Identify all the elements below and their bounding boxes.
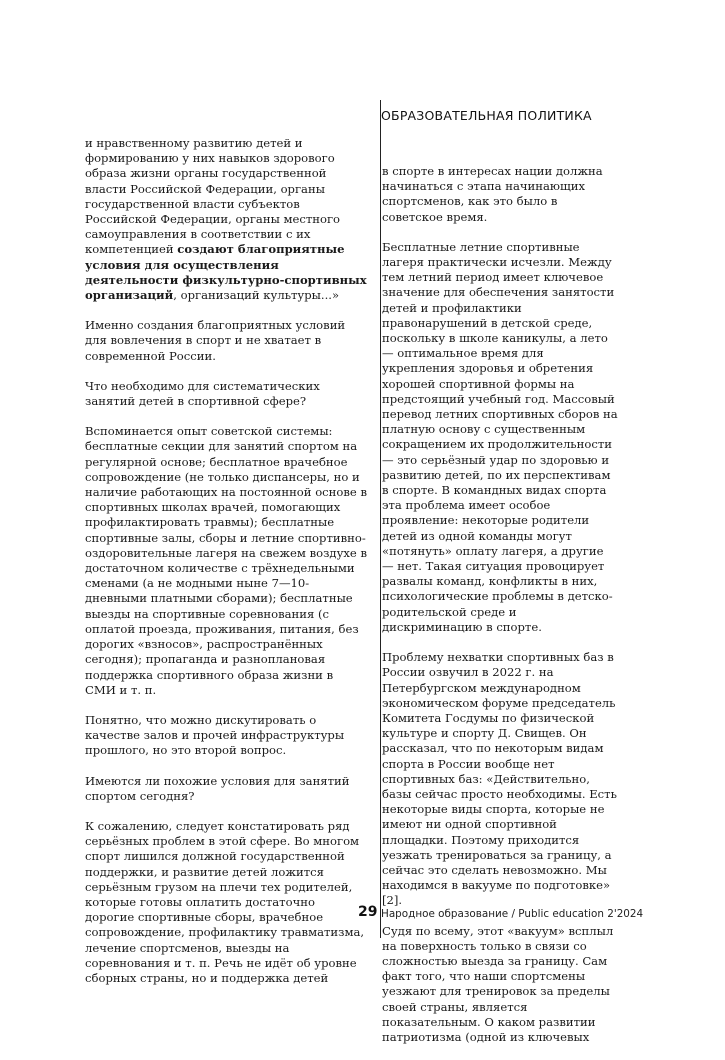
paragraph: Вспоминается опыт советской системы: бесплатные секции для занятий спортом на регулярной основе; бесплатное врачебное сопровождение (не только диспансеры, но и наличие работающих на постоянной основе в спортивных школах врачей, помогающих профилактировать травмы); бесплатные спортивные залы, сборы и летние спортивно-оздоровительные лагеря на свежем воздухе в достаточном количестве с трёхнедельными сменами (а не модными ныне 7—10-дневными платными сборами); бесплатные выезды на спортивные соревнования (с оплатой проезда, проживания, питания, без дорогих «взносов», распространённых сегодня); пропаганда и разноплановая поддержка спортивного образа жизни в СМИ и т. п.	[85, 424, 368, 697]
journal-footer: Народное образование / Public education 2'2024	[381, 908, 644, 920]
paragraph: в спорте в интересах нации должна начинаться с этапа начинающих спортсменов, как это было в советское время.	[382, 164, 603, 224]
paragraph: Проблему нехватки спортивных баз в России озвучил в 2022 г. на Петербургском международном экономическом форуме председатель Комитета Госдумы по физической культуре и спорту Д. Свищев. Он рассказал, что по некоторым видам спорта в России вообще нет спортивных баз: «Действительно, базы сейчас просто необходимы. Есть некоторые виды спорта, которые не имеют ни одной спортивной площадки. Поэтому приходится уезжать тренироваться за границу, а сейчас это сделать невозможно. Мы находимся в вакууме по подготовке» [2].	[382, 650, 617, 908]
paragraph-text: и нравственному развитию детей и формированию у них навыков здорового образа жизни органы государственной власти Российской Федерации, органы государственной власти субъектов Российской Федерации, органы местного самоуправления в соответствии с их компетенцией	[85, 136, 341, 257]
paragraph: Судя по всему, этот «вакуум» всплыл на поверхность только в связи со сложностью выезда за границу. Сам факт того, что наши спортсмены уезжают для тренировок за пределы своей страны, является показательным. О каком развитии патриотизма (одной из ключевых	[382, 923, 614, 1044]
right-column	[382, 164, 618, 1060]
paragraph: Именно создания благоприятных условий для вовлечения в спорт и не хватает в современной России.	[85, 318, 346, 363]
page-number: 29	[358, 904, 378, 920]
interview-question: Что необходимо для систематических занятий детей в спортивной сфере?	[85, 378, 320, 409]
section-header: ОБРАЗОВАТЕЛЬНАЯ ПОЛИТИКА	[381, 108, 592, 123]
emphasis-text: создают благоприятные условия для осуществления деятельности физкультурно-спортивных организаций	[85, 242, 367, 303]
left-column	[85, 136, 367, 1001]
column-divider	[380, 100, 381, 938]
paragraph: Бесплатные летние спортивные лагеря практически исчезли. Между тем летний период имеет ключевое значение для обеспечения занятости детей и профилактики правонарушений в детской среде, поскольку в школе каникулы, а лето — оптимальное время для укрепления здоровья и обретения хорошей спортивной формы на предстоящий учебный год. Массовый перевод летних спортивных сборов на платную основу с существенным сокращением их продолжительности — это серьёзный удар по здоровью и развитию детей, по их перспективам в спорте. В командных видах спорта эта проблема имеет особое проявление: некоторые родители детей из одной команды могут «потянуть» оплату лагеря, а другие — нет. Такая ситуация провоцирует развалы команд, конфликты в них, психологические проблемы в детско-родительской среде и дискриминацию в спорте.	[382, 239, 618, 634]
paragraph-text: , организаций культуры...»	[173, 288, 340, 303]
paragraph: К сожалению, следует констатировать ряд серьёзных проблем в этой сфере. Во многом спорт лишился должной государственной поддержки, и развитие детей ложится серьёзным грузом на плечи тех родителей, которые готовы оплатить достаточно дорогие спортивные сборы, врачебное сопровождение, профилактику травматизма, лечение спортсменов, выезды на соревнования и т. п. Речь не идёт об уровне сборных страны, но и поддержка детей	[85, 818, 365, 985]
paragraph	[85, 136, 367, 303]
interview-question: Имеются ли похожие условия для занятий спортом сегодня?	[85, 773, 350, 803]
paragraph: Понятно, что можно дискутировать о качестве залов и прочей инфраструктуры прошлого, но это второй вопрос.	[85, 712, 345, 758]
